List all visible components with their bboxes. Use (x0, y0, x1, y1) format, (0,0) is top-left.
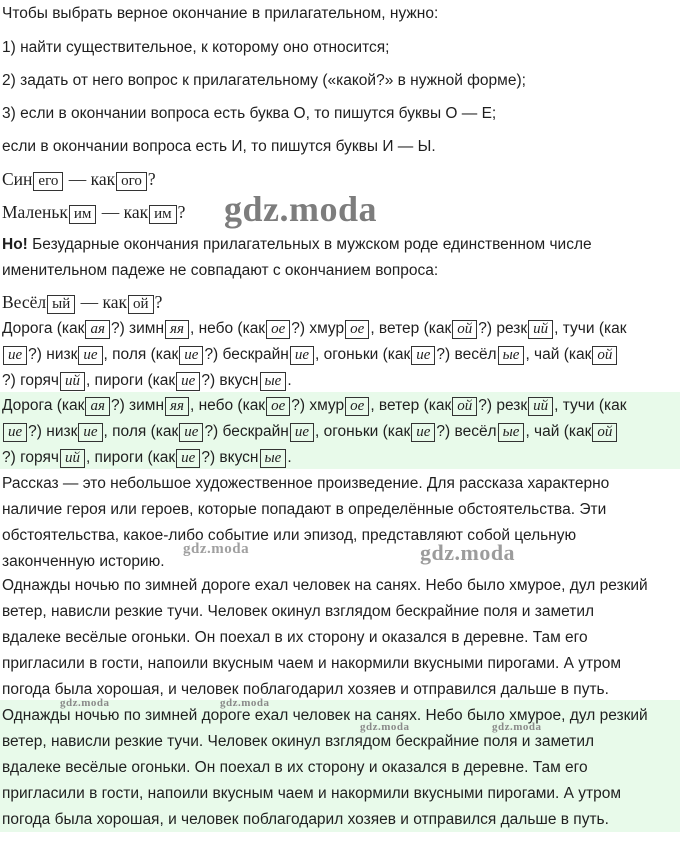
exercise-text: , пироги (как (85, 372, 176, 389)
exercise-line (2, 318, 627, 340)
watermark-logo: gdz.moda (183, 541, 250, 557)
example-2 (2, 201, 185, 224)
exercise-text: ?) низк (28, 346, 78, 363)
exercise-text: , огоньки (как (315, 346, 411, 363)
exercise-line (2, 370, 292, 392)
ending-box: ие (290, 423, 314, 442)
watermark-logo: gdz.moda (60, 697, 110, 709)
ending-box: ий (528, 397, 553, 416)
ending-box: ой (592, 346, 617, 365)
exercise-text: ?) весёл (436, 346, 497, 363)
exercise-text: , ветер (как (370, 320, 452, 337)
exercise-text: ?) горяч (2, 372, 59, 389)
ending-box: ой (592, 423, 617, 442)
exercise-text: ?) бескрайн (204, 346, 289, 363)
ending-box: ие (78, 423, 102, 442)
ending-box: ие (176, 372, 200, 391)
note-line-1 (2, 234, 592, 256)
ending-box: его (33, 172, 63, 191)
story-line: Однажды ночью по зимней дороге ехал человек на санях. Небо было хмурое, дул резкий (2, 577, 648, 594)
story-line: вдалеке весёлые огоньки. Он поехал в их сторону и оказался в деревне. Там его (2, 759, 588, 776)
ending-box: ие (179, 346, 203, 365)
watermark-logo: gdz.moda (220, 697, 270, 709)
ending-box: яя (165, 397, 189, 416)
example-stem: Весёл (2, 292, 47, 312)
story-intro (2, 471, 678, 575)
example-stem: Син (2, 169, 33, 189)
ending-box: ие (176, 449, 200, 468)
ending-box: ой (452, 320, 477, 339)
note-bold: Но! (2, 236, 28, 253)
exercise-text: . (287, 372, 292, 389)
exercise-text: , поля (как (103, 423, 179, 440)
question-ending-box: ого (116, 172, 147, 191)
ending-box: ой (452, 397, 477, 416)
exercise-text: . (287, 449, 292, 466)
rule-step-3: 3) если в окончании вопроса есть буква О, то пишутся буквы О — Е; (2, 105, 497, 122)
example-3 (2, 291, 162, 314)
question-mark: ? (154, 292, 163, 312)
ending-box: ые (260, 449, 287, 468)
exercise-text: , ветер (как (370, 397, 452, 414)
example-stem: Маленьк (2, 202, 68, 222)
ending-box: ие (3, 423, 27, 442)
story-answer (2, 703, 678, 833)
note-text: Безударные окончания прилагательных в мужском роде единственном числе (27, 236, 592, 253)
question-mark: ? (177, 202, 186, 222)
exercise-text: Дорога (как (2, 397, 85, 414)
story-line: погода была хорошая, и человек поблагодарил хозяев и отправился дальше в путь. (2, 681, 609, 698)
rule-step-4: если в окончании вопроса есть И, то пишутся буквы И — Ы. (2, 138, 436, 155)
exercise-text: , пироги (как (85, 449, 176, 466)
story-intro-line: законченную историю. (2, 553, 165, 570)
exercise-text: , огоньки (как (315, 423, 411, 440)
exercise-text: ?) вкусн (201, 449, 259, 466)
exercise-text: , чай (как (525, 423, 592, 440)
example-1 (2, 168, 156, 191)
exercise-line (2, 344, 618, 366)
ending-box: ие (78, 346, 102, 365)
exercise-line (2, 447, 292, 469)
question-ending-box: ой (128, 295, 154, 314)
exercise-text: ?) зимн (110, 320, 165, 337)
watermark-logo: gdz.moda (420, 540, 516, 565)
exercise-text: ?) хмур (291, 397, 345, 414)
story-intro-line: наличие героя или героев, которые попадают в определённые обстоятельства. Эти (2, 501, 607, 518)
watermark-logo: gdz.moda (360, 721, 410, 733)
ending-box: ый (47, 295, 75, 314)
ending-box: ое (266, 397, 290, 416)
example-question: — как (64, 169, 116, 189)
ending-box: ие (411, 346, 435, 365)
exercise-text: , тучи (как (554, 397, 627, 414)
ending-box: ое (266, 320, 290, 339)
story-line: погода была хорошая, и человек поблагодарил хозяев и отправился дальше в путь. (2, 811, 609, 828)
ending-box: ая (85, 320, 109, 339)
exercise-text: ?) хмур (291, 320, 345, 337)
exercise-text: ?) резк (478, 320, 528, 337)
exercise-text: , чай (как (525, 346, 592, 363)
ending-box: ий (60, 449, 85, 468)
ending-box: ая (85, 397, 109, 416)
ending-box: яя (165, 320, 189, 339)
ending-box: ие (179, 423, 203, 442)
exercise-text: ?) низк (28, 423, 78, 440)
rule-intro: Чтобы выбрать верное окончание в прилагательном, нужно: (2, 5, 439, 22)
exercise-line (2, 395, 627, 417)
exercise-text: , поля (как (103, 346, 179, 363)
note-line-2: именительном падеже не совпадают с окончанием вопроса: (2, 262, 439, 279)
story-intro-line: обстоятельства, какое-либо событие или эпизод, представляют собой цельную (2, 527, 577, 544)
story-line: вдалеке весёлые огоньки. Он поехал в их сторону и оказался в деревне. Там его (2, 629, 588, 646)
rule-step-2: 2) задать от него вопрос к прилагательному («какой?» в нужной форме); (2, 72, 526, 89)
story-line: пригласили в гости, напоили вкусным чаем и накормили вкусными пирогами. А утром (2, 655, 622, 672)
ending-box: ые (260, 372, 287, 391)
exercise-text: ?) вкусн (201, 372, 259, 389)
ending-box: ые (498, 423, 525, 442)
exercise-text: , небо (как (189, 397, 266, 414)
watermark-logo: gdz.moda (492, 721, 542, 733)
story-intro-line: Рассказ — это небольшое художественное произведение. Для рассказа характерно (2, 475, 610, 492)
story-line: ветер, нависли резкие тучи. Человек окинул взглядом бескрайние поля и заметил (2, 733, 595, 750)
story-line: ветер, нависли резкие тучи. Человек окинул взглядом бескрайние поля и заметил (2, 603, 595, 620)
ending-box: ие (3, 346, 27, 365)
exercise-text: ?) весёл (436, 423, 497, 440)
ending-box: им (69, 205, 97, 224)
exercise-text: ?) зимн (110, 397, 165, 414)
exercise-text: ?) резк (478, 397, 528, 414)
question-ending-box: им (149, 205, 177, 224)
story-line: Однажды ночью по зимней дороге ехал человек на санях. Небо было хмурое, дул резкий (2, 707, 648, 724)
exercise-line (2, 421, 618, 443)
exercise-text: ?) бескрайн (204, 423, 289, 440)
exercise-text: , небо (как (189, 320, 266, 337)
ending-box: ое (345, 397, 369, 416)
example-question: — как (76, 292, 128, 312)
ending-box: ий (60, 372, 85, 391)
story-line: пригласили в гости, напоили вкусным чаем и накормили вкусными пирогами. А утром (2, 785, 622, 802)
rule-step-1: 1) найти существительное, к которому оно относится; (2, 39, 390, 56)
example-question: — как (97, 202, 149, 222)
ending-box: ые (498, 346, 525, 365)
exercise-text: ?) горяч (2, 449, 59, 466)
exercise-text: , тучи (как (554, 320, 627, 337)
ending-box: ое (345, 320, 369, 339)
ending-box: ие (411, 423, 435, 442)
ending-box: ий (528, 320, 553, 339)
story (2, 573, 678, 703)
question-mark: ? (147, 169, 156, 189)
ending-box: ие (290, 346, 314, 365)
exercise-text: Дорога (как (2, 320, 85, 337)
watermark-logo: gdz.moda (224, 189, 378, 229)
